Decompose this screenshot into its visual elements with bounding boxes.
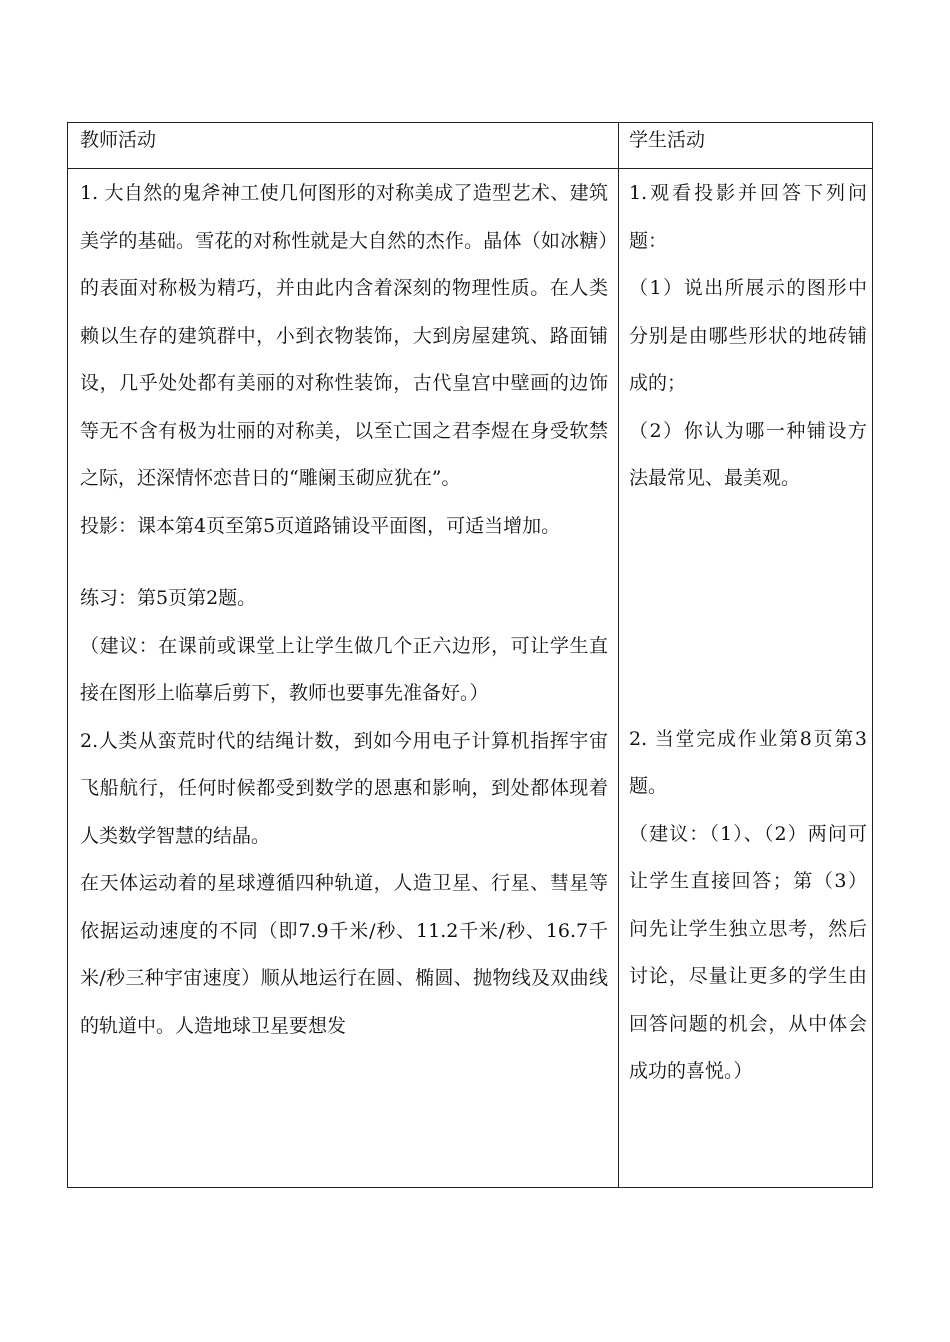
student-paragraph-1: 1.观看投影并回答下列问题：	[629, 182, 867, 252]
teacher-paragraph-1: 1. 大自然的鬼斧神工使几何图形的对称美成了造型艺术、建筑美学的基础。雪花的对称性就是大自然的杰作。晶体（如冰糖）的表面对称极为精巧，并由此内含着深刻的物理性质。在人类赖以生存的建筑群中，小到衣物装饰，大到房屋建筑、路面铺设，几乎处处都有美丽的对称性装饰，古代皇宫中壁画的边饰等无不含有极为壮丽的对称美，以至亡国之君李煜在身受软禁之际，还深情怀恋昔日的“雕阑玉砌应犹在”。	[80, 182, 608, 489]
teacher-activity-column	[80, 170, 608, 1050]
student-paragraph-5: （建议：（1）、（2）两问可让学生直接回答；第（3）问先让学生独立思考，然后讨论，尽量让更多的学生由回答问题的机会，从中体会成功的喜悦。）	[629, 822, 867, 1082]
teacher-paragraph-5: 2.人类从蛮荒时代的结绳计数，到如今用电子计算机指挥宇宙飞船航行，任何时候都受到数学的恩惠和影响，到处都体现着人类数学智慧的结晶。	[80, 729, 608, 847]
teacher-paragraph-2: 投影：课本第4页至第5页道路铺设平面图，可适当增加。	[80, 514, 561, 537]
lesson-table	[67, 122, 873, 1188]
teacher-activity-header: 教师活动	[80, 129, 157, 151]
header-divider	[68, 168, 872, 169]
student-paragraph-4: 2. 当堂完成作业第8页第3题。	[629, 727, 867, 797]
teacher-paragraph-4: （建议：在课前或课堂上让学生做几个正六边形，可让学生直接在图形上临摹后剪下，教师也要事先准备好。）	[80, 634, 608, 704]
student-activity-column	[629, 170, 867, 1096]
column-divider	[618, 123, 619, 1187]
student-paragraph-2: （1）说出所展示的图形中分别是由哪些形状的地砖铺成的；	[629, 277, 867, 394]
student-paragraph-3: （2）你认为哪一种铺设方法最常见、最美观。	[629, 419, 867, 489]
teacher-paragraph-3: 练习：第5页第2题。	[80, 587, 257, 609]
student-activity-header: 学生活动	[629, 129, 706, 151]
teacher-paragraph-6: 在天体运动着的星球遵循四种轨道，人造卫星、行星、彗星等依据运动速度的不同（即7.9千米/秒、11.2千米/秒、16.7千米/秒三种宇宙速度）顺从地运行在圆、椭圆、抛物线及双曲线的轨道中。人造地球卫星要想发	[80, 872, 608, 1037]
